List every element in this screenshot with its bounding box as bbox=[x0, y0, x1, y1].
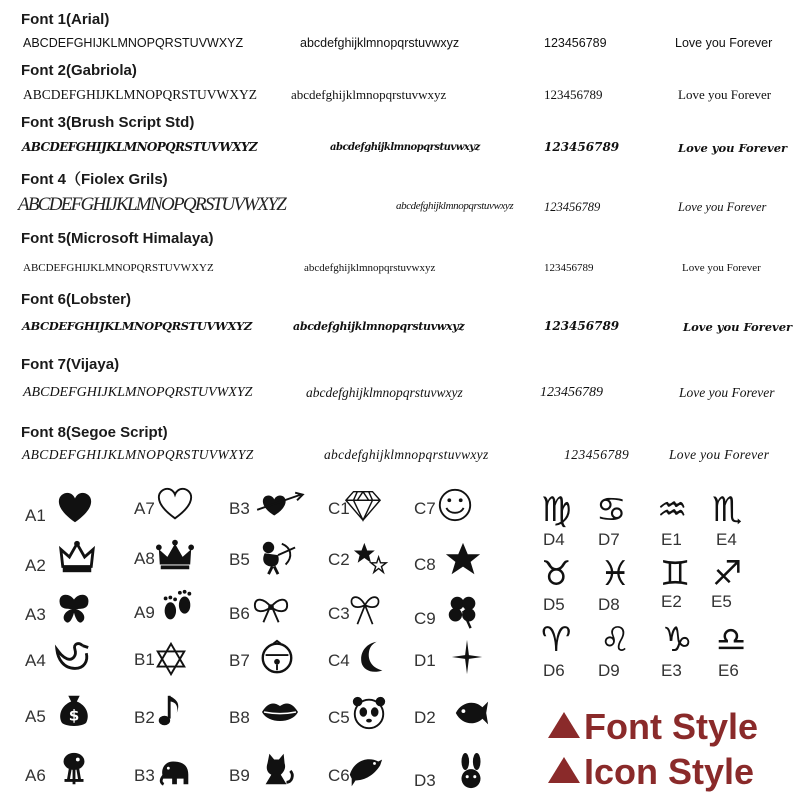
font-sample-upper: ABCDEFGHIJKLMNOPQRSTUVWXYZ bbox=[23, 36, 244, 50]
icon-code: C3 bbox=[328, 604, 350, 623]
font-sample-upper: ABCDEFGHIJKLMNOPQRSTUVWXYZ bbox=[22, 319, 252, 333]
font-sample-upper: ABCDEFGHIJKLMNOPQRSTUVWXYZ bbox=[18, 194, 286, 215]
icon-code: C7 bbox=[414, 499, 436, 518]
fish-icon bbox=[452, 694, 490, 732]
font-sample-digits: 123456789 bbox=[544, 262, 594, 274]
font-sample-lower: abcdefghijklmnopqrstuvwxyz bbox=[291, 87, 447, 102]
dolphin-icon bbox=[346, 752, 384, 790]
cupid-icon bbox=[256, 538, 300, 576]
icon-code: B8 bbox=[229, 708, 250, 727]
lips-icon bbox=[260, 698, 300, 728]
font-sample-upper: ABCDEFGHIJKLMNOPQRSTUVWXYZ bbox=[23, 87, 258, 102]
bow-outline-icon bbox=[252, 590, 290, 628]
star-of-david-icon bbox=[152, 640, 190, 678]
cancer-icon: ♋ bbox=[596, 490, 627, 530]
crown-icon bbox=[58, 538, 96, 576]
rabbit-icon bbox=[452, 752, 490, 790]
font-sample-phrase: Love you Forever bbox=[683, 320, 793, 334]
star-icon bbox=[444, 540, 482, 578]
icon-code: B9 bbox=[229, 766, 250, 785]
icon-code: B3 bbox=[134, 766, 155, 785]
capricorn-icon: ♑ bbox=[662, 620, 693, 660]
font-sample-upper: ABCDEFGHIJKLMNOPQRSTUVWXYZ bbox=[22, 447, 254, 462]
heart-arrow-icon bbox=[252, 487, 306, 525]
cat-icon bbox=[258, 750, 296, 788]
tiara-icon bbox=[156, 536, 194, 574]
snoopy-icon bbox=[55, 750, 93, 788]
font-sample-phrase: Love you Forever bbox=[678, 87, 772, 102]
virgo-icon: ♍ bbox=[541, 490, 572, 530]
icon-code: A4 bbox=[25, 651, 46, 670]
font-title: Font 2(Gabriola) bbox=[21, 62, 137, 79]
icon-code: A1 bbox=[25, 506, 46, 525]
icon-code: B5 bbox=[229, 550, 250, 569]
font-sample-phrase: Love you Forever bbox=[678, 200, 767, 214]
triangle-icon bbox=[548, 712, 580, 738]
footprints-icon bbox=[158, 588, 196, 626]
icon-code: B6 bbox=[229, 604, 250, 623]
font-sample-phrase: Love you Forever bbox=[682, 262, 761, 274]
legend-font-style bbox=[548, 706, 758, 748]
svg-text:$: $ bbox=[68, 706, 80, 725]
triangle-icon bbox=[548, 757, 580, 783]
font-sample-digits: 123456789 bbox=[544, 200, 601, 214]
font-sample-phrase: Love you Forever bbox=[669, 447, 770, 462]
font-sample-lower: abcdefghijklmnopqrstuvwxyz bbox=[304, 262, 436, 274]
font-sample-digits: 123456789 bbox=[564, 447, 630, 462]
icon-code: A3 bbox=[25, 605, 46, 624]
legend-font-style-label: Font Style bbox=[584, 706, 759, 747]
icon-code: D7 bbox=[598, 530, 620, 549]
font-title: Font 3(Brush Script Std) bbox=[21, 114, 195, 131]
font-sample-lower: abcdefghijklmnopqrstuvwxyz bbox=[306, 385, 463, 400]
icon-code: E1 bbox=[661, 530, 682, 549]
font-sample-digits: 123456789 bbox=[544, 36, 607, 50]
icon-code: E4 bbox=[716, 530, 737, 549]
font-sample-upper: ABCDEFGHIJKLMNOPQRSTUVWXYZ bbox=[23, 262, 214, 274]
icon-code: C4 bbox=[328, 651, 350, 670]
font-sample-lower: abcdefghijklmnopqrstuvwxyz bbox=[396, 200, 514, 212]
icon-code: D6 bbox=[543, 661, 565, 680]
font-title: Font 7(Vijaya) bbox=[21, 356, 120, 373]
font-sample-lower: abcdefghijklmnopqrstuvwxyz bbox=[324, 447, 489, 462]
icon-code: A8 bbox=[134, 549, 155, 568]
swan-icon bbox=[54, 638, 92, 676]
icon-code: B7 bbox=[229, 651, 250, 670]
font-sample-phrase: Love you Forever bbox=[679, 385, 775, 400]
icon-code: A6 bbox=[25, 766, 46, 785]
clover-icon bbox=[444, 592, 482, 630]
panda-icon bbox=[350, 694, 388, 732]
icon-code: D2 bbox=[414, 708, 436, 727]
font-sample-lower: abcdefghijklmnopqrstuvwxyz bbox=[300, 36, 460, 50]
icon-code: B3 bbox=[229, 499, 250, 518]
crescent-moon-icon bbox=[352, 638, 390, 676]
icon-code: C6 bbox=[328, 766, 350, 785]
butterfly-icon bbox=[55, 590, 93, 628]
legend-icon-style bbox=[548, 751, 754, 793]
legend-icon-style-label: Icon Style bbox=[584, 751, 755, 792]
icon-code: E6 bbox=[718, 661, 739, 680]
font-title: Font 4（Fiolex Grils) bbox=[21, 171, 168, 188]
aquarius-icon: ♒ bbox=[657, 490, 688, 530]
libra-icon: ♎ bbox=[716, 620, 747, 660]
icon-code: D5 bbox=[543, 595, 565, 614]
icon-code: A9 bbox=[134, 603, 155, 622]
font-sample-upper: ABCDEFGHIJKLMNOPQRSTUVWXYZ bbox=[22, 140, 258, 154]
gemini-icon: ♊ bbox=[660, 554, 691, 594]
font-sample-digits: 123456789 bbox=[544, 319, 620, 333]
font-sample-lower: abcdefghijklmnopqrstuvwxyz bbox=[330, 142, 480, 153]
leo-icon: ♌ bbox=[600, 620, 631, 660]
font-title: Font 1(Arial) bbox=[21, 11, 110, 28]
stars-icon bbox=[352, 540, 390, 578]
sagittarius-icon: ♐ bbox=[712, 554, 743, 594]
icon-code: E2 bbox=[661, 592, 682, 611]
money-bag-icon bbox=[55, 692, 93, 730]
font-title: Font 6(Lobster) bbox=[21, 291, 131, 308]
font-sample-upper: ABCDEFGHIJKLMNOPQRSTUVWXYZ bbox=[23, 385, 253, 400]
icon-code: B1 bbox=[134, 650, 155, 669]
diamond-icon bbox=[344, 486, 382, 524]
scorpio-icon: ♏ bbox=[712, 490, 743, 530]
font-title: Font 8(Segoe Script) bbox=[21, 424, 168, 441]
icon-code: A2 bbox=[25, 556, 46, 575]
pisces-icon: ♓ bbox=[600, 554, 631, 594]
icon-code: C8 bbox=[414, 555, 436, 574]
heart-icon bbox=[56, 490, 94, 528]
icon-code: C1 bbox=[328, 499, 350, 518]
font-title: Font 5(Microsoft Himalaya) bbox=[21, 230, 214, 247]
icon-code: B2 bbox=[134, 708, 155, 727]
taurus-icon: ♉ bbox=[541, 554, 572, 594]
font-sample-digits: 123456789 bbox=[544, 140, 620, 154]
icon-code: E3 bbox=[661, 661, 682, 680]
ribbon-bow-icon bbox=[346, 590, 384, 628]
heart-outline-icon bbox=[156, 486, 194, 524]
icon-code: D4 bbox=[543, 530, 565, 549]
icon-code: C9 bbox=[414, 609, 436, 628]
icon-code: D9 bbox=[598, 661, 620, 680]
music-note-icon bbox=[154, 692, 192, 730]
icon-code: C2 bbox=[328, 550, 350, 569]
aries-icon: ♈ bbox=[541, 620, 572, 660]
font-sample-digits: 123456789 bbox=[544, 87, 603, 102]
icon-code: C5 bbox=[328, 708, 350, 727]
icon-code: D8 bbox=[598, 595, 620, 614]
icon-code: D1 bbox=[414, 651, 436, 670]
font-sample-phrase: Love you Forever bbox=[675, 36, 773, 50]
icon-code: A7 bbox=[134, 499, 155, 518]
font-sample-lower: abcdefghijklmnopqrstuvwxyz bbox=[293, 320, 465, 333]
smiley-icon bbox=[436, 486, 474, 524]
sparkle-icon bbox=[448, 638, 486, 676]
icon-code: D3 bbox=[414, 771, 436, 790]
elephant-icon bbox=[156, 752, 194, 790]
icon-code: A5 bbox=[25, 707, 46, 726]
icon-code: E5 bbox=[711, 592, 732, 611]
bell-icon bbox=[258, 638, 296, 676]
font-sample-digits: 123456789 bbox=[540, 385, 603, 400]
font-sample-phrase: Love you Forever bbox=[678, 141, 788, 155]
